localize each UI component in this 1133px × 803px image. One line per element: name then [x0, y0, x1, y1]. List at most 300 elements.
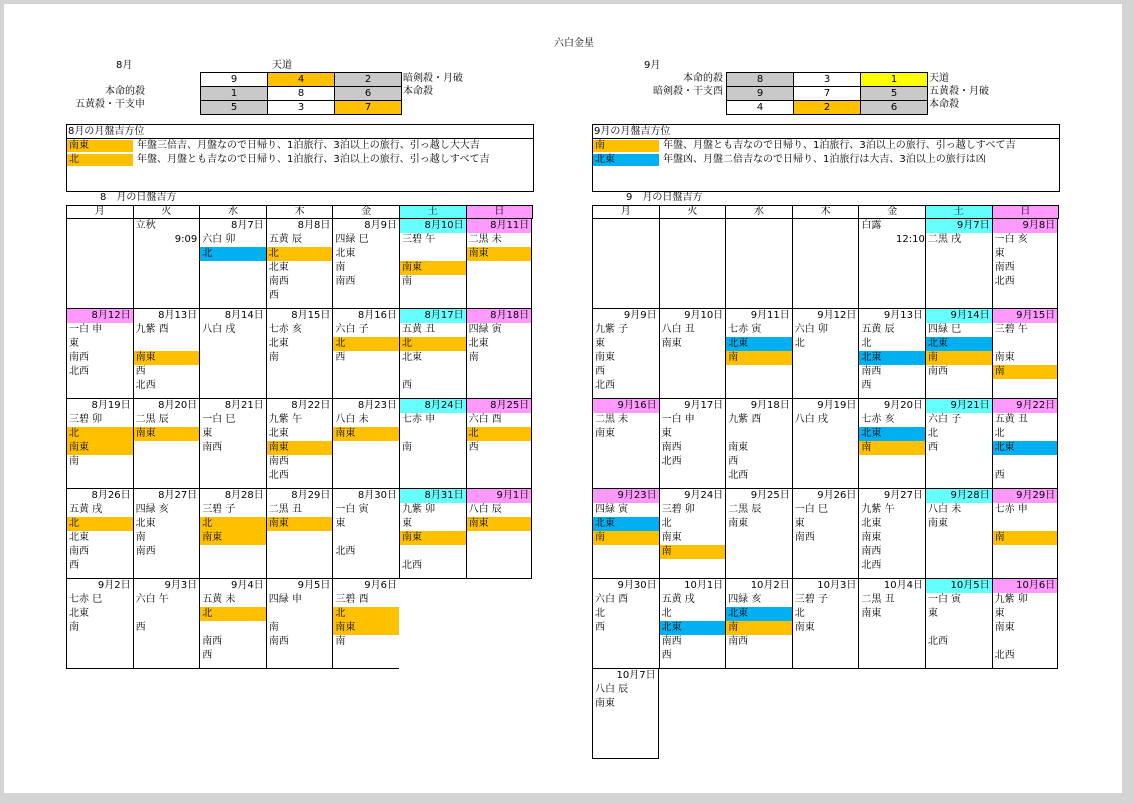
weekday-header: 土 [925, 205, 992, 219]
weekday-header: 月 [592, 205, 659, 219]
day-cell [466, 399, 533, 489]
star-cell: 7 [335, 101, 402, 115]
day-star: 二黒 未 [595, 414, 629, 425]
day-direction: 南 [268, 352, 279, 363]
day-cell [725, 399, 792, 489]
day-cell [266, 219, 333, 309]
day-star: 九紫 酉 [728, 414, 762, 425]
document-page [4, 4, 1122, 793]
day-cell [858, 579, 925, 669]
day-cell [858, 309, 925, 399]
aug-month-directions [66, 124, 534, 192]
day-star: 五黄 丑 [994, 414, 1028, 425]
day-date: 8月16日 [357, 310, 397, 321]
aug-left-label-2: 五黄殺・干支申 [75, 99, 145, 110]
day-direction: 北東 [926, 337, 992, 351]
day-star: 七赤 申 [402, 414, 436, 425]
day-direction: 東 [202, 428, 213, 439]
day-date: 8月19日 [91, 400, 131, 411]
day-direction: 南 [859, 441, 925, 455]
day-cell [332, 309, 399, 399]
weekday-header: 土 [399, 205, 466, 219]
day-date: 8月10日 [400, 219, 466, 233]
day-direction: 南 [268, 622, 279, 633]
day-direction: 西 [595, 622, 605, 633]
weekday-header: 金 [858, 205, 925, 219]
day-direction: 東 [928, 608, 938, 619]
page-title: 六白金星 [554, 38, 594, 49]
day-direction [993, 455, 1058, 469]
day-direction: 南西 [69, 352, 89, 363]
day-direction: 北西 [661, 456, 682, 467]
day-direction: 北東 [726, 337, 792, 351]
day-direction: 南 [993, 531, 1058, 545]
day-direction: 北東 [268, 338, 289, 349]
day-cell [925, 399, 992, 489]
day-direction: 北 [595, 608, 605, 619]
day-star: 八白 丑 [661, 324, 695, 335]
day-date: 10月1日 [684, 580, 724, 591]
direction-tag: 北東 [593, 154, 659, 166]
day-star: 七赤 申 [994, 504, 1028, 515]
star-cell: 6 [861, 101, 928, 115]
day-cell [792, 579, 859, 669]
day-direction: 南東 [861, 608, 882, 619]
day-direction: 南 [402, 276, 412, 287]
day-cell [725, 489, 792, 579]
day-direction: 南西 [202, 636, 223, 647]
day-direction: 南西 [928, 366, 948, 377]
day-direction: 南東 [267, 441, 333, 455]
day-star: 八白 戌 [794, 414, 828, 425]
day-direction: 北 [333, 607, 399, 621]
day-date: 9月30日 [617, 580, 657, 591]
day-direction: 南西 [794, 532, 815, 543]
day-cell [266, 399, 333, 489]
day-date [726, 219, 792, 233]
day-direction: 南東 [400, 261, 466, 275]
day-date: 10月4日 [883, 580, 923, 591]
day-cell [659, 489, 726, 579]
day-date: 9月10日 [684, 310, 724, 321]
day-date: 8月29日 [291, 490, 331, 501]
aug-right-label-0: 暗剣殺・月破 [403, 73, 463, 84]
day-direction: 北西 [994, 276, 1015, 287]
day-date: 9月13日 [883, 310, 923, 321]
day-direction: 西 [595, 366, 605, 377]
day-star: 三碧 卯 [661, 504, 695, 515]
day-direction: 西 [861, 380, 872, 391]
day-star: 二黒 辰 [135, 414, 169, 425]
day-cell [133, 399, 200, 489]
day-direction: 東 [402, 518, 412, 529]
day-date: 9月17日 [684, 400, 724, 411]
day-direction [993, 337, 1058, 351]
day-cell [466, 309, 533, 399]
day-star: 一白 巳 [202, 414, 236, 425]
day-direction: 南東 [728, 518, 749, 529]
day-cell [332, 219, 399, 309]
star-cell: 8 [268, 87, 335, 101]
day-star: 六白 酉 [595, 594, 629, 605]
day-direction: 南西 [202, 442, 223, 453]
day-star: 六白 卯 [202, 234, 236, 245]
day-cell [792, 309, 859, 399]
weekday-header: 金 [332, 205, 399, 219]
day-date: 8月15日 [291, 310, 331, 321]
day-date: 8月31日 [400, 489, 466, 503]
day-date: 9月18日 [750, 400, 790, 411]
day-date [793, 219, 859, 233]
day-star: 一白 申 [661, 414, 695, 425]
day-date: 9月4日 [231, 580, 264, 591]
direction-text: 年盤、月盤とも吉なので日帰り、1泊旅行、3泊以上の旅行、引っ越しすべて吉 [663, 140, 1016, 151]
day-star: 一白 申 [69, 324, 103, 335]
day-direction: 北 [400, 337, 466, 351]
day-direction: 南東 [467, 247, 532, 261]
day-date: 8月25日 [467, 399, 532, 413]
star-cell: 4 [727, 101, 794, 115]
day-direction: 北 [200, 517, 266, 531]
day-cell [659, 399, 726, 489]
day-star: 八白 辰 [468, 504, 502, 515]
weekday-header: 日 [992, 205, 1060, 219]
star-cell: 1 [861, 73, 928, 87]
day-cell [592, 579, 659, 669]
day-star: 五黄 辰 [861, 324, 895, 335]
day-date: 9月20日 [883, 400, 923, 411]
day-date: 9月12日 [817, 310, 857, 321]
day-cell [659, 579, 726, 669]
day-direction: 南東 [661, 338, 682, 349]
day-direction: 東 [661, 428, 672, 439]
day-star: 九紫 酉 [135, 324, 169, 335]
day-cell [266, 309, 333, 399]
star-cell: 5 [201, 101, 268, 115]
aug-month-directions-title: 8月の月盤吉方位 [67, 125, 533, 139]
day-cell [725, 219, 792, 309]
day-direction: 北西 [861, 560, 882, 571]
day-date: 9月9日 [623, 310, 657, 321]
day-cell [925, 579, 992, 669]
day-direction: 西 [69, 560, 79, 571]
day-direction: 西 [661, 650, 672, 661]
day-star: 四緑 亥 [135, 504, 169, 515]
day-star: 九紫 卯 [994, 594, 1028, 605]
solar-term: 白露 [861, 220, 882, 231]
day-cell [332, 579, 399, 669]
star-cell: 3 [794, 73, 861, 87]
direction-row [67, 140, 533, 154]
day-direction: 北東 [726, 607, 792, 621]
day-direction: 北東 [268, 262, 289, 273]
day-date: 9月29日 [993, 489, 1058, 503]
day-date: 9月8日 [993, 219, 1058, 233]
day-date: 8月7日 [231, 220, 264, 231]
day-date: 9月7日 [926, 219, 992, 233]
day-cell [133, 579, 200, 669]
day-direction: 北西 [595, 380, 615, 391]
day-direction: 南東 [67, 441, 133, 455]
sep-right-label-0: 天道 [929, 73, 949, 84]
day-direction: 南東 [333, 427, 399, 441]
day-cell [66, 399, 133, 489]
star-cell: 6 [335, 87, 402, 101]
sep-month-directions [592, 124, 1060, 192]
day-direction: 南東 [595, 428, 615, 439]
sep-left-label-1: 暗剣殺・干支酉 [653, 86, 723, 97]
day-star: 四緑 巳 [335, 234, 369, 245]
day-direction: 北 [67, 427, 133, 441]
day-date: 8月13日 [158, 310, 198, 321]
day-cell [592, 219, 659, 309]
day-direction: 西 [135, 622, 146, 633]
day-direction: 北 [67, 517, 133, 531]
day-date: 10月3日 [817, 580, 857, 591]
day-cell [992, 489, 1059, 579]
day-direction: 北東 [859, 427, 925, 441]
star-cell: 7 [794, 87, 861, 101]
day-direction: 南東 [794, 622, 815, 633]
day-date: 9月25日 [750, 490, 790, 501]
day-cell [133, 309, 200, 399]
day-direction: 西 [202, 650, 213, 661]
day-direction: 北東 [69, 608, 89, 619]
day-star: 九紫 午 [861, 504, 895, 515]
day-cell [592, 309, 659, 399]
day-star: 三碧 午 [402, 234, 436, 245]
day-cell [925, 309, 992, 399]
day-cell [925, 489, 992, 579]
sep-calendar-title: 9 月の日盤吉方 [626, 192, 703, 203]
day-date: 9月6日 [364, 580, 397, 591]
day-direction: 南西 [268, 456, 289, 467]
day-direction: 北 [661, 608, 672, 619]
star-cell: 1 [201, 87, 268, 101]
day-date [67, 219, 133, 233]
day-direction: 東 [794, 518, 805, 529]
day-direction: 南東 [400, 531, 466, 545]
sep-label: 9月 [644, 60, 661, 71]
day-direction: 北東 [135, 518, 156, 529]
day-date: 9月19日 [817, 400, 857, 411]
day-direction: 南東 [595, 698, 615, 709]
day-cell [992, 219, 1059, 309]
aug-tendo-label: 天道 [272, 60, 292, 71]
day-date: 8月21日 [224, 400, 264, 411]
direction-row [593, 140, 1059, 154]
day-date: 8月22日 [291, 400, 331, 411]
day-direction [993, 635, 1058, 649]
day-direction: 南西 [861, 366, 882, 377]
day-direction: 東 [595, 338, 605, 349]
day-direction: 南西 [135, 546, 156, 557]
day-cell [992, 399, 1059, 489]
day-date: 9月24日 [684, 490, 724, 501]
day-date: 8月30日 [357, 490, 397, 501]
day-date: 8月20日 [158, 400, 198, 411]
day-cell [858, 489, 925, 579]
day-star [134, 233, 200, 247]
day-date: 8月28日 [224, 490, 264, 501]
day-star: 八白 戌 [202, 324, 236, 335]
day-direction: 北東 [268, 428, 289, 439]
day-direction: 北東 [993, 441, 1058, 455]
day-direction: 南西 [69, 546, 89, 557]
day-star: 四緑 寅 [468, 324, 502, 335]
day-direction: 北 [928, 428, 938, 439]
day-date: 8月12日 [67, 309, 133, 323]
day-direction: 南 [135, 532, 146, 543]
day-star: 七赤 寅 [728, 324, 762, 335]
day-date: 10月6日 [993, 579, 1058, 593]
day-date: 8月9日 [364, 220, 397, 231]
day-date: 9月26日 [817, 490, 857, 501]
star-cell: 9 [727, 87, 794, 101]
day-direction: 南 [593, 531, 659, 545]
day-direction: 西 [928, 442, 938, 453]
sep-left-label-0: 本命的殺 [683, 73, 723, 84]
day-direction [134, 607, 200, 621]
day-date [593, 219, 659, 233]
day-direction: 北 [994, 428, 1005, 439]
day-star: 四緑 亥 [728, 594, 762, 605]
day-direction: 北 [794, 338, 805, 349]
day-direction: 南西 [661, 442, 682, 453]
direction-tag: 北 [67, 154, 133, 166]
day-cell [266, 489, 333, 579]
day-cell [66, 219, 133, 309]
day-direction: 南 [69, 622, 79, 633]
day-star: 三碧 午 [994, 324, 1028, 335]
day-star: 四緑 申 [268, 594, 302, 605]
day-star: 二黒 丑 [861, 594, 895, 605]
day-direction: 南西 [268, 276, 289, 287]
weekday-header: 火 [659, 205, 726, 219]
weekday-header: 水 [199, 205, 266, 219]
day-direction [200, 621, 266, 635]
day-direction [993, 517, 1058, 531]
day-direction: 北 [861, 338, 872, 349]
day-direction: 南東 [134, 427, 200, 441]
day-cell [466, 489, 533, 579]
day-direction: 南 [660, 545, 726, 559]
day-cell [858, 399, 925, 489]
day-direction: 北西 [994, 650, 1015, 661]
day-direction: 北西 [335, 546, 356, 557]
day-direction: 北 [333, 337, 399, 351]
day-cell [592, 489, 659, 579]
day-date: 9月28日 [926, 489, 992, 503]
day-direction: 北 [661, 518, 672, 529]
day-direction: 南 [69, 456, 79, 467]
day-direction: 南西 [661, 636, 682, 647]
day-date: 8月26日 [91, 490, 131, 501]
day-direction: 東 [994, 608, 1005, 619]
day-star: 八白 辰 [595, 684, 629, 695]
day-date: 8月8日 [297, 220, 331, 231]
weekday-header: 木 [792, 205, 859, 219]
sep-month-directions-title: 9月の月盤吉方位 [593, 125, 1059, 139]
day-star: 二黒 未 [468, 234, 502, 245]
star-cell: 5 [861, 87, 928, 101]
sep-star-grid [726, 72, 928, 115]
transition-time: 9:09 [174, 234, 198, 245]
day-cell [399, 219, 466, 309]
star-cell: 3 [268, 101, 335, 115]
day-direction: 北東 [335, 248, 356, 259]
day-star: 六白 子 [335, 324, 369, 335]
day-direction: 南東 [661, 532, 682, 543]
day-direction: 北 [267, 247, 333, 261]
day-direction: 南 [335, 636, 346, 647]
day-cell [266, 579, 333, 669]
day-star: 五黄 戌 [69, 504, 103, 515]
day-direction: 北西 [268, 470, 289, 481]
day-date [660, 219, 726, 233]
day-date: 9月1日 [467, 489, 532, 503]
day-date: 9月21日 [926, 399, 992, 413]
day-direction: 東 [69, 338, 79, 349]
day-star: 三碧 卯 [69, 414, 103, 425]
aug-right-label-1: 本命殺 [403, 86, 433, 97]
day-direction: 南 [335, 262, 346, 273]
day-direction: 東 [335, 518, 346, 529]
day-direction: 南東 [595, 352, 615, 363]
solar-term: 立秋 [135, 220, 156, 231]
day-date: 8月11日 [467, 219, 532, 233]
day-date: 9月5日 [297, 580, 331, 591]
weekday-header: 日 [466, 205, 534, 219]
day-cell [399, 309, 466, 399]
day-star: 五黄 丑 [402, 324, 436, 335]
day-direction: 北東 [69, 532, 89, 543]
day-star: 八白 未 [335, 414, 369, 425]
weekday-header: 月 [66, 205, 133, 219]
day-cell [199, 399, 266, 489]
day-cell [199, 309, 266, 399]
star-cell: 4 [268, 73, 335, 87]
day-direction: 南東 [467, 517, 532, 531]
day-cell [466, 219, 533, 309]
weekday-header: 水 [725, 205, 792, 219]
day-date: 8月18日 [467, 309, 532, 323]
direction-text: 年盤、月盤とも吉なので日帰り、1泊旅行、3泊以上の旅行、引っ越しすべて吉 [137, 154, 490, 165]
day-star: 三碧 酉 [335, 594, 369, 605]
direction-row [593, 154, 1059, 168]
day-direction: 北東 [468, 338, 489, 349]
day-direction: 北西 [728, 470, 749, 481]
day-direction: 南 [726, 351, 792, 365]
day-direction: 南東 [861, 532, 882, 543]
day-direction: 東 [994, 248, 1005, 259]
day-direction [400, 365, 466, 379]
day-direction: 南東 [267, 517, 333, 531]
day-direction: 南西 [861, 546, 882, 557]
day-cell [66, 489, 133, 579]
direction-text: 年盤凶、月盤二倍吉なので日帰り、1泊旅行は大吉、3泊以上の旅行は凶 [663, 154, 986, 165]
direction-tag: 南東 [67, 140, 133, 152]
day-star: 五黄 辰 [268, 234, 302, 245]
day-direction: 北東 [859, 351, 925, 365]
aug-left-label-1: 本命的殺 [105, 86, 145, 97]
day-direction [400, 247, 466, 261]
day-direction [400, 427, 466, 441]
day-direction: 北 [200, 247, 266, 261]
day-star: 二黒 辰 [728, 504, 762, 515]
day-direction: 北東 [660, 621, 726, 635]
day-direction: 北 [467, 427, 532, 441]
